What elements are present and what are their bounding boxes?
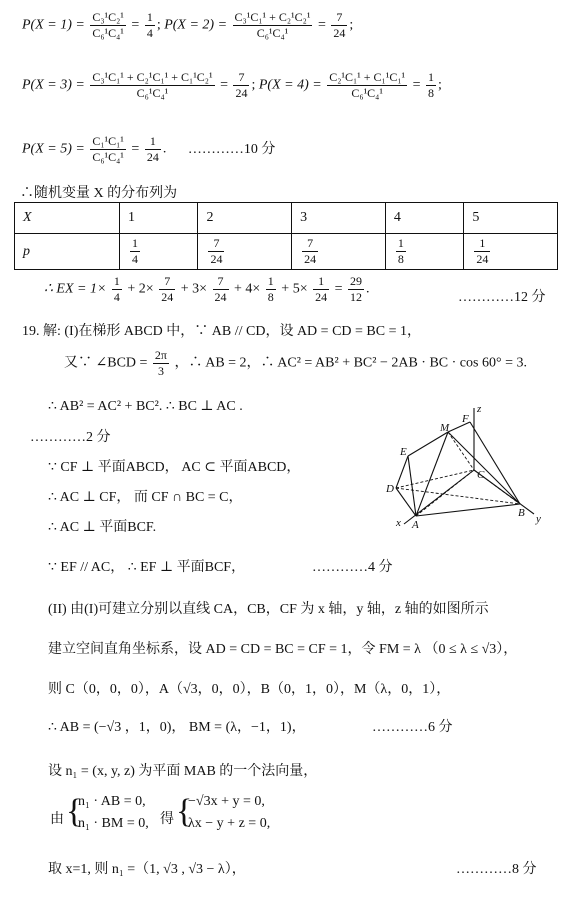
p4-value [426,70,436,101]
p5-val-num: 1 [145,134,161,150]
prob-frac [474,236,490,267]
p1-num: C₃¹C₂¹ [92,10,124,24]
p4-comb-frac [327,70,407,101]
score-12: …………12 分 [458,290,546,305]
p4-num: C₂¹C₁¹ + C₁¹C₁¹ [329,70,406,84]
label-D: D [386,483,394,495]
p3-eq: = [220,77,228,93]
table-header-row [15,203,558,234]
system-1-eq-a: n₁ · AB = 0, [78,794,146,809]
score-8: …………8 分 [456,862,537,877]
p1-sep: ; [156,17,161,33]
p4-val-num: 1 [428,70,435,84]
ex-eq: = [334,281,343,297]
edge-AB [416,504,520,516]
label-A: A [412,519,419,531]
frac-num: 1 [313,274,329,290]
q19-line-5: ∴ AC ⊥ CF， 而 CF ∩ BC = C， [48,490,243,505]
label-E: E [400,446,407,458]
vectors-line: ∴ AB = (−√3 ，1，0)， BM = (λ，−1，1)， [48,720,306,735]
table-cell [464,234,558,270]
system-2-eq-b: λx − y + z = 0, [188,816,271,831]
frac-num: 1 [132,236,138,250]
table-cell: 4 [385,203,463,234]
edge-MC [448,432,474,470]
frac-den: 12 [350,290,362,304]
prob-line-2 [22,70,442,101]
p4-lhs: P(X = 4) = [258,77,322,93]
ex-result [348,274,364,305]
distribution-table [14,202,558,270]
frac-num: 2π [154,348,167,362]
q19-line2-a: 又∵ ∠BCD = [64,355,148,371]
p3-num: C₃¹C₁¹ + C₂¹C₁¹ + C₁¹C₂¹ [92,70,213,84]
table-cell: X [15,203,120,234]
q19-line2-b: ，∴ AB = 2，∴ AC² = AB² + BC² − 2AB · BC · cos 60° = 3. [174,355,527,371]
p3-val-num: 7 [233,70,249,86]
frac-den: 24 [214,290,227,304]
p2-num: C₃¹C₁¹ + C₂¹C₂¹ [234,10,311,24]
p4-eq: = [412,77,421,93]
table-row [15,234,558,270]
coords-line: 则 C（0，0，0），A（√3，0，0），B（0，1，0），M（λ，0，1）， [48,682,451,697]
p3-sep: ; [251,77,256,93]
by-label: 由 [50,812,64,827]
table-cell [120,234,198,270]
prob-frac [130,236,140,267]
prob-frac [302,236,318,267]
ex-op: + 2× [127,281,154,297]
p3-den: C₆¹C₄¹ [136,86,169,100]
p1-value [145,10,155,41]
get-label: 得 [160,812,174,827]
frac-den: 4 [132,252,138,266]
score-6: …………6 分 [372,720,453,735]
q19-line-2 [64,348,527,379]
p5-sep: . [162,141,167,157]
table-cell: 3 [292,203,386,234]
geometry-figure [378,398,558,534]
frac-num: 1 [267,274,274,288]
part2-line-1: (II) 由(I)可建立分别以直线 CA，CB，CF 为 x 轴，y 轴，z 轴的如图所示 [48,602,489,617]
ex-term-4 [266,274,276,305]
p2-sep: ; [349,17,354,33]
score-10: …………10 分 [187,141,276,157]
score-2: …………2 分 [30,430,111,445]
frac-den: 8 [397,252,404,266]
take-line: 取 x=1, 则 n₁ =（1, √3 , √3 − λ）， [48,862,246,877]
part2-line-2: 建立空间直角坐标系，设 AD = CD = BC = CF = 1，令 FM = λ （0 ≤ λ ≤ √3）， [48,642,518,657]
p5-value [145,134,161,165]
label-z: z [477,403,482,415]
edge-FB [470,422,520,504]
p1-comb-frac [90,10,126,41]
brace-2: { [176,793,193,830]
frac-num: 1 [397,236,404,250]
frac-den: 24 [210,252,223,266]
ex-op: + 3× [180,281,207,297]
p3-val-den: 24 [235,86,248,100]
p5-num: C₁¹C₁¹ [92,134,124,148]
q19-line-6: ∴ AC ⊥ 平面BCF. [48,520,157,535]
table-cell: 1 [120,203,198,234]
q19-line-7: ∵ EF // AC， ∴ EF ⊥ 平面BCF， [48,560,246,575]
p4-sep: ; [438,77,442,93]
frac-den: 8 [267,290,274,304]
p5-lhs: P(X = 5) = [22,141,85,157]
label-x: x [396,517,401,529]
distribution-intro: ∴随机变量 X 的分布列为 [20,186,178,201]
label-B: B [518,507,525,519]
frac-num: 7 [159,274,175,290]
label-F: F [462,413,469,425]
frac-num: 1 [113,274,120,288]
p4-val-den: 8 [428,86,435,100]
p3-lhs: P(X = 3) = [22,77,85,93]
p5-den: C₆¹C₄¹ [92,150,124,164]
ex-op: + 5× [281,281,308,297]
frac-num: 7 [302,236,318,252]
table-cell [292,234,386,270]
frac-den: 3 [157,364,164,378]
frac-num: 7 [213,274,229,290]
p4-den: C₆¹C₄¹ [351,86,383,100]
table-cell: p [15,234,120,270]
score-4: …………4 分 [312,560,393,575]
label-C: C [477,469,485,481]
normal-vector-line: 设 n₁ = (x, y, z) 为平面 MAB 的一个法向量， [48,764,318,779]
p5-eq: = [131,141,140,157]
label-y: y [536,513,541,525]
p1-lhs: P(X = 1) = [22,17,85,33]
p5-comb-frac [90,134,126,165]
p3-comb-frac [90,70,214,101]
q19-heading: 19. 解: (I)在梯形 ABCD 中，∵ AB // CD，设 AD = CD = BC = 1， [22,324,421,339]
system-2-eq-a: −√3x + y = 0, [188,794,265,809]
expectation-line [44,274,370,305]
frac-num: 1 [474,236,490,252]
p1-eq: = [131,17,140,33]
p2-comb-frac [233,10,313,41]
frac-num: 7 [208,236,224,252]
table-cell [385,234,463,270]
p2-lhs: P(X = 2) = [164,17,228,33]
edge-DE [396,456,408,488]
frac-den: 24 [315,290,328,304]
ex-term-2 [159,274,175,305]
p2-eq: = [317,17,326,33]
p1-val-num: 1 [146,10,153,24]
edge-EM [408,432,448,456]
prob-line-3 [22,134,275,165]
frac-den: 4 [113,290,120,304]
edge-MB [448,432,520,504]
p2-den: C₆¹C₄¹ [256,26,289,40]
p3-value [233,70,249,101]
label-M: M [440,422,450,434]
brace-1: { [66,793,83,830]
p2-value [331,10,347,41]
p1-den: C₆¹C₄¹ [92,26,124,40]
frac-num: 29 [350,274,362,288]
p2-val-num: 7 [331,10,347,26]
frac-den: 24 [304,252,317,266]
ex-term-3 [213,274,229,305]
table-cell: 5 [464,203,558,234]
frac-den: 24 [476,252,489,266]
prob-frac [396,236,406,267]
p1-val-den: 4 [146,26,153,40]
p5-val-den: 24 [146,150,159,164]
table-cell: 2 [198,203,292,234]
angle-frac [153,348,169,379]
q19-line-3: ∴ AB² = AC² + BC². ∴ BC ⊥ AC . [48,399,243,414]
ex-term-5 [313,274,329,305]
prob-line-1 [22,10,353,41]
ex-term-1 [112,274,122,305]
ex-lhs: ∴ EX = 1× [44,281,107,297]
system-1-eq-b: n₁ · BM = 0, [78,816,149,831]
prob-frac [208,236,224,267]
table-cell [198,234,292,270]
frac-den: 24 [161,290,174,304]
ex-end: . [366,281,370,297]
q19-line-4: ∵ CF ⊥ 平面ABCD， AC ⊂ 平面ABCD， [48,460,301,475]
ex-op: + 4× [234,281,261,297]
p2-val-den: 24 [333,26,346,40]
